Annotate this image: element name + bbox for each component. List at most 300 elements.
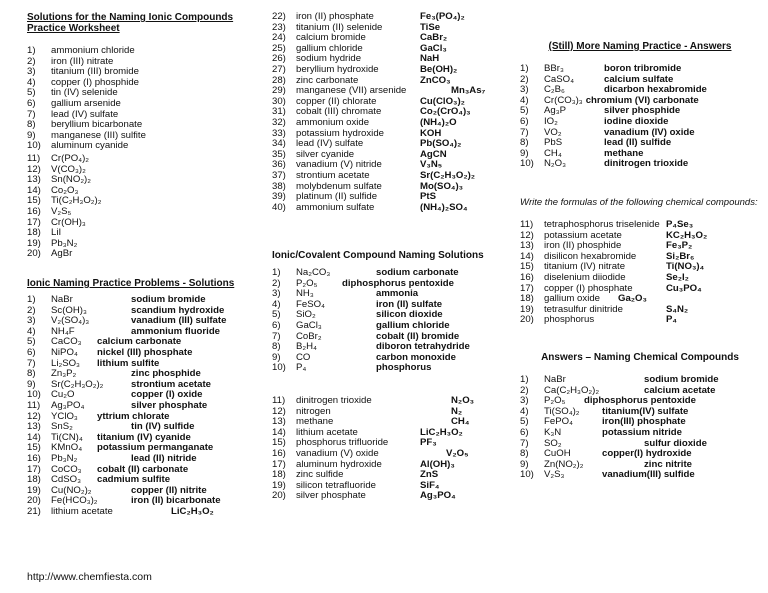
item-question: potassium hydroxide xyxy=(296,127,384,139)
item-answer: sodium bromide xyxy=(644,374,719,385)
item-answer: PtS xyxy=(420,191,436,203)
item-number: 19) xyxy=(272,479,286,491)
item-number: 13) xyxy=(27,421,41,433)
item-question: ammonium sulfate xyxy=(296,201,375,213)
item-number: 30) xyxy=(272,95,286,107)
item-question: CO xyxy=(296,351,311,363)
item-number: 18) xyxy=(272,469,286,481)
item-number: 8) xyxy=(27,368,36,380)
item-text: tin (IV) selenide xyxy=(51,87,118,99)
item-answer: iron(III) phosphate xyxy=(602,416,686,428)
item-answer: CaBr₂ xyxy=(420,32,448,44)
item-answer: boron tribromide xyxy=(604,63,682,74)
item-text: iron (III) nitrate xyxy=(51,55,114,67)
item-answer: Ti(NO₃)₄ xyxy=(666,261,705,273)
instructions-text: Write the formulas of the following chemical compounds: xyxy=(520,197,758,208)
list-write-formulas xyxy=(520,220,760,326)
item-text: Ti(C₂H₃O₂)₂ xyxy=(51,195,102,207)
footer-url[interactable]: http://www.chemfiesta.com xyxy=(27,571,152,583)
item-answer: nickel (III) phosphate xyxy=(97,346,193,358)
list-item xyxy=(27,46,259,57)
item-number: 4) xyxy=(27,325,36,337)
item-question: ammonium oxide xyxy=(296,116,370,128)
item-number: 11) xyxy=(520,219,534,230)
item-question: PbS xyxy=(544,137,563,149)
item-answer: P₄ xyxy=(666,314,677,326)
item-answer: ammonium fluoride xyxy=(131,325,221,337)
item-number: 15) xyxy=(520,261,534,273)
item-number: 15) xyxy=(272,437,286,449)
item-answer: Fe₃P₂ xyxy=(666,240,693,252)
item-question: potassium acetate xyxy=(544,229,622,241)
item-answer: lithium sulfite xyxy=(97,357,160,369)
list-item xyxy=(27,154,259,165)
item-question: lithium acetate xyxy=(296,426,358,438)
list-item xyxy=(27,295,259,306)
item-answer: titanium (IV) cyanide xyxy=(97,431,191,443)
item-answer: (NH₄)₂SO₄ xyxy=(420,201,468,213)
item-answer: NaH xyxy=(420,53,440,65)
item-question: B₂H₄ xyxy=(296,341,317,353)
item-answer: sodium bromide xyxy=(131,294,206,305)
item-answer: sodium carbonate xyxy=(376,267,459,278)
item-text: Cr(PO₄)₂ xyxy=(51,153,90,164)
list-item xyxy=(272,12,506,23)
item-number: 16) xyxy=(27,205,41,217)
item-number: 10) xyxy=(520,469,534,481)
item-text: manganese (III) sulfite xyxy=(51,129,146,141)
item-question: silver phosphate xyxy=(296,490,366,502)
item-question: diselenium diiodide xyxy=(544,271,626,283)
item-number: 5) xyxy=(520,416,529,428)
item-question: BBr₃ xyxy=(544,63,564,74)
item-question: manganese (VII) arsenide xyxy=(296,85,407,97)
title-line-1: Solutions for the Naming Ionic Compounds xyxy=(27,12,234,23)
list-item xyxy=(520,220,760,231)
list-11-20 xyxy=(27,154,259,260)
item-number: 4) xyxy=(520,405,529,417)
item-question: SnS₂ xyxy=(51,421,73,433)
item-answer: Mo(SO₄)₃ xyxy=(420,180,464,192)
item-number: 15) xyxy=(27,195,41,207)
item-number: 11) xyxy=(27,153,41,164)
item-question: SiO₂ xyxy=(296,309,316,321)
item-number: 22) xyxy=(272,11,286,22)
item-answer: cadmium sulfite xyxy=(97,474,171,486)
item-text: Cr(OH)₃ xyxy=(51,216,86,228)
item-text: LiI xyxy=(51,227,62,239)
list-item xyxy=(520,315,760,326)
item-number: 16) xyxy=(27,452,41,464)
item-answer: N₂ xyxy=(451,405,463,417)
item-question: lead (IV) sulfate xyxy=(296,138,364,150)
item-answer: scandium hydroxide xyxy=(131,304,225,316)
item-text: lead (IV) sulfate xyxy=(51,108,119,120)
heading-covalent-solutions: Ionic/Covalent Compound Naming Solutions xyxy=(272,250,484,261)
item-number: 8) xyxy=(520,448,529,460)
item-question: Cu(NO₂)₂ xyxy=(51,484,92,496)
item-answer: PF₃ xyxy=(420,437,437,449)
item-number: 24) xyxy=(272,32,286,44)
item-question: Cu₂O xyxy=(51,389,75,401)
item-answer: dicarbon hexabromide xyxy=(604,84,707,96)
item-number: 20) xyxy=(27,495,41,507)
item-question: FePO₄ xyxy=(544,416,573,428)
item-question: CaCO₃ xyxy=(51,336,82,348)
item-answer: ZnS xyxy=(420,469,439,481)
item-number: 32) xyxy=(272,116,286,128)
item-text: Co₂O₃ xyxy=(51,184,79,196)
item-number: 37) xyxy=(272,169,286,181)
list-item xyxy=(272,118,506,129)
item-answer: silicon dioxide xyxy=(376,309,443,321)
item-answer: strontium acetate xyxy=(131,378,211,390)
item-question: lithium acetate xyxy=(51,505,113,517)
item-answer: chromium (VI) carbonate xyxy=(585,94,699,106)
item-question: silicon tetrafluoride xyxy=(296,479,376,491)
list-covalent-1-10 xyxy=(272,268,506,374)
item-number: 20) xyxy=(272,490,286,502)
item-answer: silver phosphate xyxy=(131,399,208,411)
item-number: 23) xyxy=(272,21,286,33)
item-number: 9) xyxy=(27,378,36,390)
item-question: Li₂SO₃ xyxy=(51,357,80,369)
item-answer: Co₂(CrO₄)₃ xyxy=(420,106,471,118)
item-question: aluminum hydroxide xyxy=(296,458,382,470)
item-answer: potassium nitride xyxy=(602,426,682,438)
item-question: zinc sulfide xyxy=(296,469,344,481)
item-number: 19) xyxy=(27,484,41,496)
item-question: Ti(CN)₄ xyxy=(51,431,83,443)
item-question: NH₄F xyxy=(51,325,75,337)
item-number: 10) xyxy=(272,362,286,374)
item-number: 4) xyxy=(272,298,281,310)
item-number: 9) xyxy=(520,147,529,159)
list-item xyxy=(27,401,259,412)
item-question: IO₂ xyxy=(544,115,558,127)
item-number: 1) xyxy=(27,45,36,56)
worksheet-title xyxy=(27,12,259,34)
item-number: 20) xyxy=(27,248,41,260)
item-question: FeSO₄ xyxy=(296,298,325,310)
item-text: V₂S₅ xyxy=(51,205,72,217)
item-number: 6) xyxy=(272,319,281,331)
section-heading-still-more xyxy=(520,41,760,52)
item-question: Zn₃P₂ xyxy=(51,368,77,380)
list-item xyxy=(272,268,506,279)
item-answer: potassium permanganate xyxy=(97,442,214,454)
list-item xyxy=(520,470,760,481)
item-answer: S₄N₂ xyxy=(666,303,689,315)
list-item xyxy=(272,363,506,374)
item-text: Pb₃N₂ xyxy=(51,237,78,249)
list-ionic-solutions xyxy=(27,295,259,517)
item-answer: sulfur dioxide xyxy=(644,437,707,449)
item-number: 7) xyxy=(27,108,36,120)
item-number: 16) xyxy=(520,271,534,283)
item-answer: Be(OH)₂ xyxy=(420,63,458,75)
item-answer: TiSe xyxy=(420,21,441,33)
item-question: Ca(C₂H₃O₂)₂ xyxy=(544,384,600,396)
list-item xyxy=(272,449,506,460)
item-number: 27) xyxy=(272,63,286,75)
item-number: 4) xyxy=(27,76,36,88)
item-number: 7) xyxy=(520,437,529,449)
item-question: Sr(C₂H₃O₂)₂ xyxy=(51,378,104,390)
item-question: tetrasulfur dinitride xyxy=(544,303,623,315)
item-number: 5) xyxy=(27,87,36,99)
item-number: 8) xyxy=(27,119,36,131)
list-item xyxy=(27,99,259,110)
item-number: 38) xyxy=(272,180,286,192)
item-question: copper (II) chlorate xyxy=(296,95,377,107)
item-text: gallium arsenide xyxy=(51,97,121,109)
item-number: 1) xyxy=(520,374,529,385)
item-number: 1) xyxy=(272,267,281,278)
item-question: NH₃ xyxy=(296,288,314,300)
list-item xyxy=(272,65,506,76)
item-text: titanium (III) bromide xyxy=(51,66,139,78)
item-answer: Ga₂O₃ xyxy=(618,293,647,305)
item-number: 9) xyxy=(272,351,281,363)
list-item xyxy=(272,203,506,214)
list-22-40 xyxy=(272,12,506,213)
item-question: CoCO₃ xyxy=(51,463,82,475)
item-question: Zn(NO₂)₂ xyxy=(544,458,584,470)
item-number: 19) xyxy=(27,237,41,249)
section-heading-answers xyxy=(520,352,760,363)
item-number: 11) xyxy=(272,395,286,406)
item-question: sodium hydride xyxy=(296,53,362,65)
item-question: Ag₃PO₄ xyxy=(51,399,85,411)
item-number: 14) xyxy=(27,184,41,196)
item-number: 2) xyxy=(520,384,529,396)
list-item xyxy=(272,396,506,407)
item-answer: copper (I) oxide xyxy=(131,389,203,401)
item-answer: Al(OH)₃ xyxy=(420,458,455,470)
item-answer: calcium sulfate xyxy=(604,73,674,85)
list-item xyxy=(520,375,760,386)
item-question: V₂S₃ xyxy=(544,469,565,481)
item-question: SO₂ xyxy=(544,437,562,449)
item-answer: diphosphorus pentoxide xyxy=(584,395,696,407)
item-question: Pb₃N₂ xyxy=(51,452,78,464)
list-item xyxy=(520,159,760,170)
item-text: aluminum cyanide xyxy=(51,140,129,152)
item-question: disilicon hexabromide xyxy=(544,250,637,262)
item-number: 36) xyxy=(272,159,286,171)
item-number: 3) xyxy=(272,288,281,300)
item-answer: iron (II) bicarbonate xyxy=(131,495,221,507)
item-number: 19) xyxy=(520,303,534,315)
section-heading-covalent xyxy=(272,250,506,261)
item-question: dinitrogen trioxide xyxy=(296,395,372,406)
item-question: Cr(CO₃)₃ xyxy=(544,94,583,106)
item-question: nitrogen xyxy=(296,405,331,417)
item-answer: diphosphorus pentoxide xyxy=(342,277,454,289)
item-question: phosphorus trifluoride xyxy=(296,437,389,449)
item-number: 7) xyxy=(27,357,36,369)
item-answer: vanadium(III) sulfide xyxy=(602,469,695,481)
item-number: 15) xyxy=(27,442,41,454)
item-answer: CH₄ xyxy=(451,416,470,428)
item-answer: ZnCO₃ xyxy=(420,74,451,86)
item-answer: P₄Se₃ xyxy=(666,219,694,230)
item-question: Fe(HCO₃)₂ xyxy=(51,495,98,507)
list-still-more xyxy=(520,64,760,170)
item-answer: KOH xyxy=(420,127,442,139)
item-answer: zinc phosphide xyxy=(131,368,201,380)
item-answer: GaCl₃ xyxy=(420,42,447,54)
item-number: 10) xyxy=(27,140,41,152)
item-answer: AgCN xyxy=(420,148,447,160)
item-text: V(CO₃)₂ xyxy=(51,163,86,175)
item-question: phosphorus xyxy=(544,314,595,326)
item-answer: Ag₃PO₄ xyxy=(420,490,456,502)
item-question: KMnO₄ xyxy=(51,442,83,454)
item-number: 34) xyxy=(272,138,286,150)
item-question: NaBr xyxy=(544,374,566,385)
item-number: 8) xyxy=(272,341,281,353)
item-number: 1) xyxy=(27,294,36,305)
item-question: CH₄ xyxy=(544,147,562,159)
item-number: 3) xyxy=(520,395,529,407)
item-answer: vanadium (III) sulfate xyxy=(131,315,227,327)
item-answer: V₃N₅ xyxy=(420,159,443,171)
item-question: gallium chloride xyxy=(296,42,363,54)
item-answer: yttrium chlorate xyxy=(97,410,170,422)
item-number: 10) xyxy=(27,389,41,401)
item-question: CdSO₃ xyxy=(51,474,82,486)
item-number: 14) xyxy=(27,431,41,443)
item-question: methane xyxy=(296,416,334,428)
item-number: 26) xyxy=(272,53,286,65)
item-answer: lead (II) sulfide xyxy=(604,137,672,149)
item-answer: SiF₄ xyxy=(420,479,440,491)
item-question: calcium bromide xyxy=(296,32,366,44)
item-number: 8) xyxy=(520,137,529,149)
item-question: GaCl₃ xyxy=(296,319,322,331)
item-number: 2) xyxy=(272,277,281,289)
item-number: 3) xyxy=(520,84,529,96)
item-answer: gallium chloride xyxy=(376,319,450,331)
item-number: 17) xyxy=(27,216,41,228)
item-question: cobalt (III) chromate xyxy=(296,106,382,118)
item-question: NaBr xyxy=(51,294,73,305)
item-answer: Si₂Br₆ xyxy=(666,250,695,262)
item-number: 2) xyxy=(520,73,529,85)
item-answer: iodine dioxide xyxy=(604,115,669,127)
item-question: P₄ xyxy=(296,362,307,374)
item-question: CuOH xyxy=(544,448,571,460)
item-number: 2) xyxy=(27,304,36,316)
item-answer: carbon monoxide xyxy=(376,351,456,363)
list-item xyxy=(27,141,259,152)
item-answer: vanadium (IV) oxide xyxy=(604,126,695,138)
list-item xyxy=(272,491,506,502)
item-question: Na₂CO₃ xyxy=(296,267,331,278)
list-item xyxy=(27,507,259,518)
list-item xyxy=(27,218,259,229)
item-question: P₂O₅ xyxy=(296,277,318,289)
item-question: vanadium (V) oxide xyxy=(296,447,379,459)
item-number: 6) xyxy=(27,97,36,109)
item-number: 3) xyxy=(27,66,36,78)
list-item xyxy=(272,321,506,332)
item-number: 12) xyxy=(272,405,286,417)
item-answer: copper (II) nitrite xyxy=(131,484,207,496)
list-item xyxy=(27,348,259,359)
item-number: 13) xyxy=(520,240,534,252)
item-answer: diboron tetrahydride xyxy=(376,341,470,353)
heading-answers: Answers – Naming Chemical Compounds xyxy=(541,352,739,363)
item-question: iron (II) phosphide xyxy=(544,240,622,252)
item-question: iron (II) phosphate xyxy=(296,11,374,22)
item-question: copper (I) phosphate xyxy=(544,282,633,294)
list-1-10 xyxy=(27,46,259,152)
item-number: 13) xyxy=(272,416,286,428)
item-question: N₂O₃ xyxy=(544,158,567,170)
item-number: 31) xyxy=(272,106,286,118)
item-answer: Se₂I₂ xyxy=(666,271,689,283)
item-answer: iron (II) sulfate xyxy=(376,298,443,310)
item-question: titanium (II) selenide xyxy=(296,21,383,33)
item-question: P₂O₅ xyxy=(544,395,566,407)
item-number: 12) xyxy=(27,163,41,175)
item-number: 21) xyxy=(27,505,41,517)
item-answer: Cu₃PO₄ xyxy=(666,282,702,294)
instructions xyxy=(520,197,760,208)
item-answer: methane xyxy=(604,147,644,159)
item-question: strontium acetate xyxy=(296,169,370,181)
item-answer: ammonia xyxy=(376,288,419,300)
item-number: 6) xyxy=(27,346,36,358)
item-answer: silver phosphide xyxy=(604,105,681,117)
item-number: 20) xyxy=(520,314,534,326)
item-number: 25) xyxy=(272,42,286,54)
item-question: silver cyanide xyxy=(296,148,355,160)
item-answer: dinitrogen trioxide xyxy=(604,158,689,170)
item-number: 9) xyxy=(27,129,36,141)
item-answer: V₂O₅ xyxy=(446,447,469,459)
item-answer: Sr(C₂H₃O₂)₂ xyxy=(420,169,476,181)
item-answer: Fe₃(PO₄)₂ xyxy=(420,11,465,22)
list-item xyxy=(27,249,259,260)
item-number: 7) xyxy=(272,330,281,342)
item-number: 17) xyxy=(27,463,41,475)
list-answers xyxy=(520,375,760,481)
item-number: 5) xyxy=(520,105,529,117)
item-number: 16) xyxy=(272,447,286,459)
item-question: Sc(OH)₃ xyxy=(51,304,87,316)
heading-ionic-solutions: Ionic Naming Practice Problems - Solutions xyxy=(27,278,235,289)
item-answer: Pb(SO₄)₂ xyxy=(420,138,462,150)
item-question: CaSO₄ xyxy=(544,73,575,85)
item-text: Sn(NO₂)₂ xyxy=(51,174,91,186)
item-question: K₃N xyxy=(544,426,562,438)
item-question: YClO₃ xyxy=(51,410,78,422)
item-answer: cobalt (II) carbonate xyxy=(97,463,189,475)
item-question: zinc carbonate xyxy=(296,74,359,86)
item-number: 12) xyxy=(520,229,534,241)
item-number: 40) xyxy=(272,201,286,213)
item-text: AgBr xyxy=(51,248,73,260)
item-number: 13) xyxy=(27,174,41,186)
item-answer: Mn₃As₇ xyxy=(451,85,486,97)
item-number: 7) xyxy=(520,126,529,138)
item-question: V₂(SO₄)₃ xyxy=(51,315,90,327)
item-answer: cobalt (II) bromide xyxy=(376,330,460,342)
